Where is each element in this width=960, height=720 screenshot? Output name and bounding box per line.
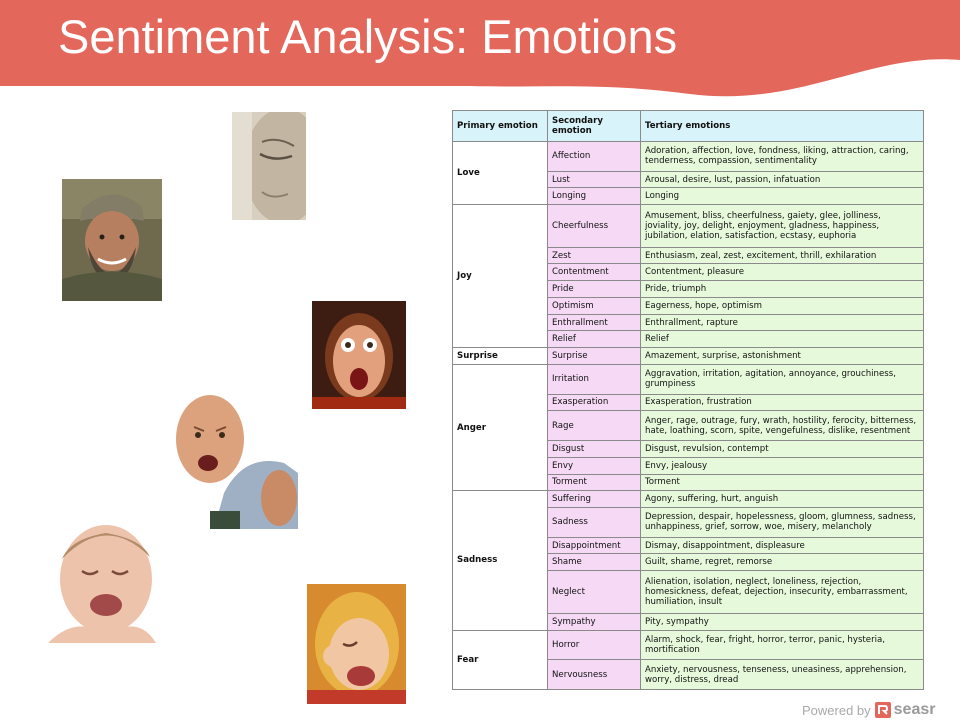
secondary-emotion-cell: Sympathy bbox=[548, 613, 641, 630]
tertiary-emotions-cell: Disgust, revulsion, contempt bbox=[641, 441, 924, 458]
secondary-emotion-cell: Disgust bbox=[548, 441, 641, 458]
header-secondary-emotion: Secondary emotion bbox=[548, 111, 641, 142]
photo-crying-child bbox=[307, 584, 406, 704]
tertiary-emotions-cell: Agony, suffering, hurt, anguish bbox=[641, 491, 924, 508]
photo-angry-man bbox=[174, 393, 298, 529]
seasr-logo-icon bbox=[875, 702, 891, 718]
secondary-emotion-cell: Rage bbox=[548, 411, 641, 441]
tertiary-emotions-cell: Arousal, desire, lust, passion, infatuation bbox=[641, 171, 924, 188]
secondary-emotion-cell: Sadness bbox=[548, 508, 641, 538]
secondary-emotion-cell: Longing bbox=[548, 188, 641, 205]
header-tertiary-emotions: Tertiary emotions bbox=[641, 111, 924, 142]
table-row bbox=[453, 348, 924, 365]
tertiary-emotions-cell: Guilt, shame, regret, remorse bbox=[641, 554, 924, 571]
secondary-emotion-cell: Surprise bbox=[548, 348, 641, 365]
powered-by-text: Powered by bbox=[802, 702, 871, 718]
header-primary-emotion: Primary emotion bbox=[453, 111, 548, 142]
tertiary-emotions-cell: Depression, despair, hopelessness, gloom, glumness, sadness, unhappiness, grief, sorrow, woe, misery, melancholy bbox=[641, 508, 924, 538]
emotions-table bbox=[452, 110, 924, 690]
tertiary-emotions-cell: Eagerness, hope, optimism bbox=[641, 297, 924, 314]
tertiary-emotions-cell: Alienation, isolation, neglect, loneliness, rejection, homesickness, defeat, dejection, insecurity, embarrassment, humiliation, insult bbox=[641, 571, 924, 614]
tertiary-emotions-cell: Pity, sympathy bbox=[641, 613, 924, 630]
primary-emotion-cell: Sadness bbox=[453, 491, 548, 630]
tertiary-emotions-cell: Enthrallment, rapture bbox=[641, 314, 924, 331]
secondary-emotion-cell: Irritation bbox=[548, 364, 641, 394]
secondary-emotion-cell: Suffering bbox=[548, 491, 641, 508]
table-row bbox=[453, 630, 924, 660]
tertiary-emotions-cell: Contentment, pleasure bbox=[641, 264, 924, 281]
secondary-emotion-cell: Zest bbox=[548, 247, 641, 264]
secondary-emotion-cell: Envy bbox=[548, 457, 641, 474]
tertiary-emotions-cell: Aggravation, irritation, agitation, annoyance, grouchiness, grumpiness bbox=[641, 364, 924, 394]
tertiary-emotions-cell: Exasperation, frustration bbox=[641, 394, 924, 411]
table-row bbox=[453, 142, 924, 172]
photo-surprised-woman bbox=[312, 301, 406, 409]
secondary-emotion-cell: Optimism bbox=[548, 297, 641, 314]
secondary-emotion-cell: Pride bbox=[548, 281, 641, 298]
slide-title: Sentiment Analysis: Emotions bbox=[58, 10, 678, 63]
emotions-table-body bbox=[453, 142, 924, 690]
photo-crying-baby bbox=[48, 519, 156, 643]
tertiary-emotions-cell: Amazement, surprise, astonishment bbox=[641, 348, 924, 365]
table-row bbox=[453, 491, 924, 508]
tertiary-emotions-cell: Torment bbox=[641, 474, 924, 491]
photo-bearded-man bbox=[62, 179, 162, 301]
secondary-emotion-cell: Torment bbox=[548, 474, 641, 491]
secondary-emotion-cell: Horror bbox=[548, 630, 641, 660]
tertiary-emotions-cell: Pride, triumph bbox=[641, 281, 924, 298]
tertiary-emotions-cell: Dismay, disappointment, displeasure bbox=[641, 537, 924, 554]
tertiary-emotions-cell: Envy, jealousy bbox=[641, 457, 924, 474]
tertiary-emotions-cell: Longing bbox=[641, 188, 924, 205]
tertiary-emotions-cell: Amusement, bliss, cheerfulness, gaiety, glee, jolliness, joviality, joy, delight, enjoyment, gladness, happiness, jubilation, elation, satisfaction, ecstasy, euphoria bbox=[641, 205, 924, 248]
primary-emotion-cell: Surprise bbox=[453, 348, 548, 365]
secondary-emotion-cell: Shame bbox=[548, 554, 641, 571]
tertiary-emotions-cell: Anger, rage, outrage, fury, wrath, hostility, ferocity, bitterness, hate, loathing, scorn, spite, vengefulness, dislike, resentment bbox=[641, 411, 924, 441]
secondary-emotion-cell: Exasperation bbox=[548, 394, 641, 411]
secondary-emotion-cell: Cheerfulness bbox=[548, 205, 641, 248]
secondary-emotion-cell: Nervousness bbox=[548, 660, 641, 690]
secondary-emotion-cell: Enthrallment bbox=[548, 314, 641, 331]
primary-emotion-cell: Fear bbox=[453, 630, 548, 690]
tertiary-emotions-cell: Relief bbox=[641, 331, 924, 348]
secondary-emotion-cell: Relief bbox=[548, 331, 641, 348]
primary-emotion-cell: Anger bbox=[453, 364, 548, 490]
footer-powered-by bbox=[802, 700, 935, 720]
secondary-emotion-cell: Contentment bbox=[548, 264, 641, 281]
tertiary-emotions-cell: Enthusiasm, zeal, zest, excitement, thrill, exhilaration bbox=[641, 247, 924, 264]
title-banner bbox=[0, 0, 960, 110]
seasr-brand-text: seasr bbox=[893, 701, 936, 718]
tertiary-emotions-cell: Adoration, affection, love, fondness, liking, attraction, caring, tenderness, compassion, sentimentality bbox=[641, 142, 924, 172]
tertiary-emotions-cell: Alarm, shock, fear, fright, horror, terror, panic, hysteria, mortification bbox=[641, 630, 924, 660]
secondary-emotion-cell: Neglect bbox=[548, 571, 641, 614]
tertiary-emotions-cell: Anxiety, nervousness, tenseness, uneasiness, apprehension, worry, distress, dread bbox=[641, 660, 924, 690]
table-header-row bbox=[453, 111, 924, 142]
table-row bbox=[453, 205, 924, 248]
secondary-emotion-cell: Affection bbox=[548, 142, 641, 172]
primary-emotion-cell: Love bbox=[453, 142, 548, 205]
secondary-emotion-cell: Disappointment bbox=[548, 537, 641, 554]
primary-emotion-cell: Joy bbox=[453, 205, 548, 348]
photo-face-closeup bbox=[232, 112, 306, 220]
table-row bbox=[453, 364, 924, 394]
secondary-emotion-cell: Lust bbox=[548, 171, 641, 188]
